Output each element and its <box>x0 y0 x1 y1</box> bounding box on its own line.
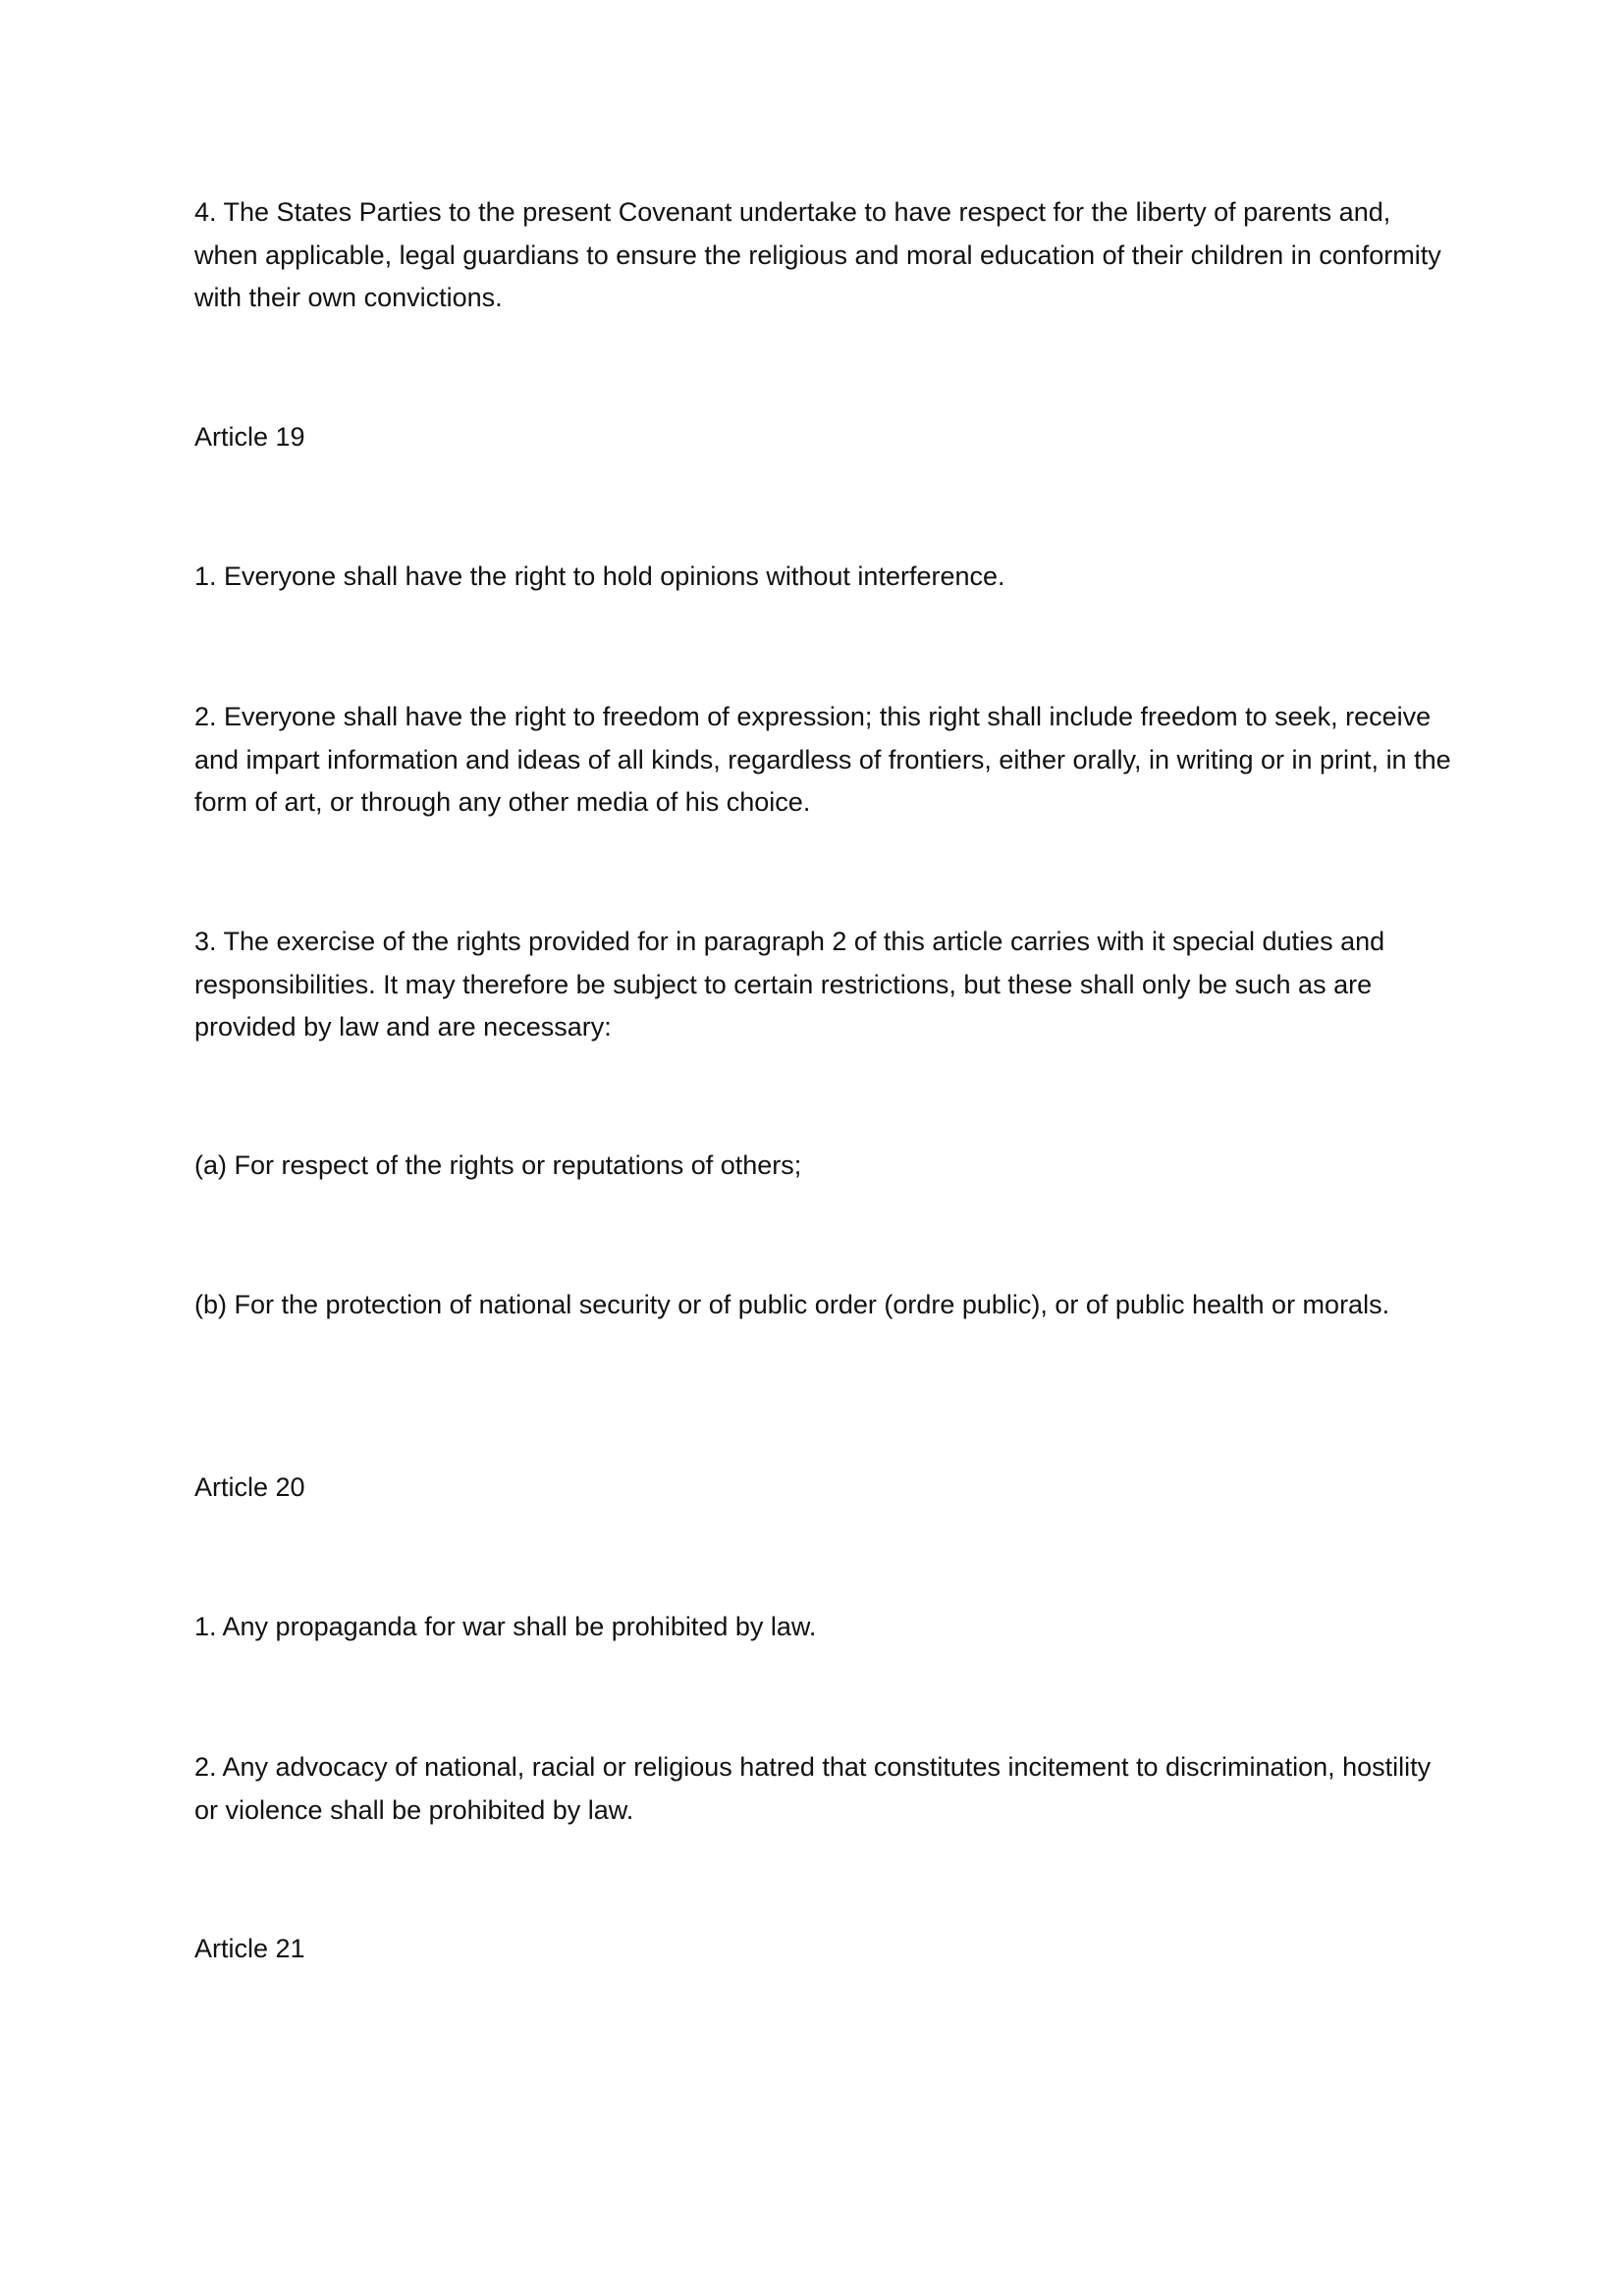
paragraph-18-4: 4. The States Parties to the present Covenant undertake to have respect for the liberty of parents and, when applicable, legal guardians to ensure the religious and moral education of their children in conformity with their own convictions. <box>194 197 1441 312</box>
article-20-heading: Article 20 <box>194 1472 305 1502</box>
paragraph-20-1: 1. Any propaganda for war shall be prohibited by law. <box>194 1612 817 1641</box>
paragraph-19-2: 2. Everyone shall have the right to freedom of expression; this right shall include freedom to seek, receive and impart information and ideas of all kinds, regardless of frontiers, either orally, in writing or in print, in the form of art, or through any other media of his choice. <box>194 702 1451 817</box>
paragraph-19-3b: (b) For the protection of national security or of public order (ordre public), or of public health or morals. <box>194 1290 1390 1319</box>
paragraph-19-3a: (a) For respect of the rights or reputations of others; <box>194 1150 802 1180</box>
article-19-heading: Article 19 <box>194 422 305 452</box>
paragraph-19-1: 1. Everyone shall have the right to hold opinions without interference. <box>194 561 1005 591</box>
paragraph-19-3: 3. The exercise of the rights provided for in paragraph 2 of this article carries with it special duties and responsibilities. It may therefore be subject to certain restrictions, but these shall only be such as are provided by law and are necessary: <box>194 927 1385 1041</box>
paragraph-20-2: 2. Any advocacy of national, racial or religious hatred that constitutes incitement to discrimination, hostility or violence shall be prohibited by law. <box>194 1752 1432 1825</box>
article-21-heading: Article 21 <box>194 1934 305 1963</box>
